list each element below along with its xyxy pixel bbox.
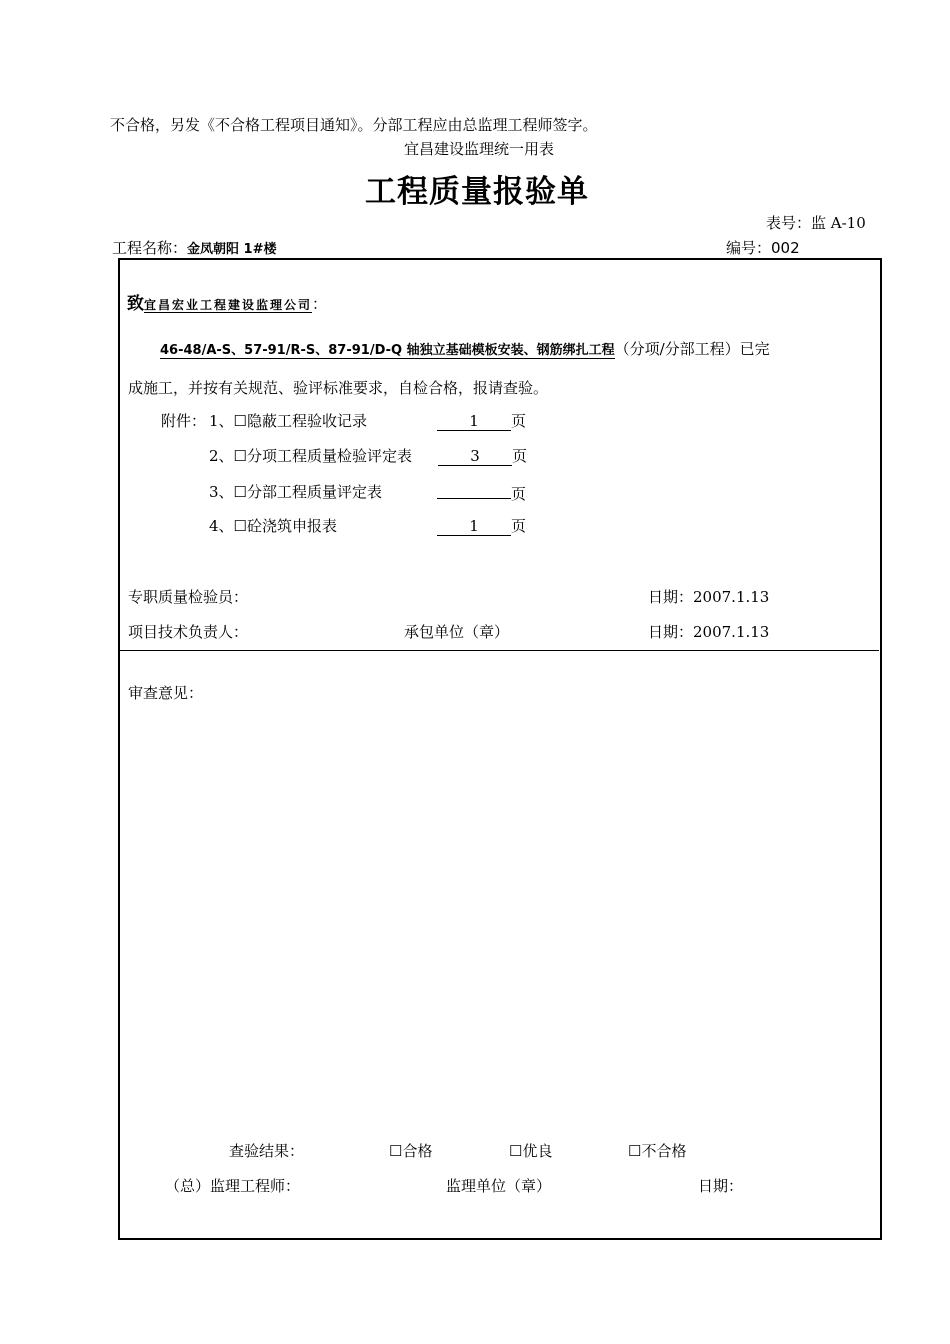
supervisor-seal-label: 监理单位（章）	[446, 1177, 552, 1195]
attachment-count: 1	[437, 413, 511, 431]
attachment-item	[209, 481, 382, 502]
review-opinion-label: 审查意见：	[128, 684, 204, 702]
checkbox-icon[interactable]: ☐	[233, 447, 247, 465]
addressee-suffix: ：	[312, 295, 328, 313]
attachment-item	[209, 410, 367, 431]
inspector-label: 专职质量检验员：	[128, 588, 249, 606]
attachment-count-row	[438, 445, 527, 466]
serial-row	[726, 237, 800, 258]
attachment-name: 砼浇筑申报表	[247, 517, 338, 535]
contractor-seal-label: 承包单位（章）	[404, 623, 510, 641]
work-description: 46-48/A-S、57-91/R-S、87-91/D-Q 轴独立基础模板安装、钢筋绑扎工程	[160, 343, 615, 358]
project-name-value: 金凤朝阳 1#楼	[187, 242, 277, 257]
review-date-label: 日期：	[698, 1177, 744, 1195]
form-title: 工程质量报验单	[365, 174, 589, 210]
checkbox-icon[interactable]: ☐	[628, 1142, 642, 1160]
attachment-count-row	[437, 481, 526, 504]
checkbox-icon[interactable]: ☐	[389, 1142, 403, 1160]
page-unit: 页	[511, 485, 527, 503]
inspection-date: 日期：2007.1.13	[648, 588, 770, 606]
addressee-company: 宜昌宏业工程建设监理公司	[144, 298, 313, 312]
attachment-index: 4、	[209, 517, 234, 535]
attachments-label: 附件：	[161, 412, 207, 430]
serial-label: 编号：	[726, 239, 772, 257]
attachment-count-row	[437, 410, 526, 431]
project-name-row	[112, 237, 276, 258]
attachment-item	[209, 515, 337, 536]
table-number: 表号：监 A-10	[766, 214, 866, 232]
checkbox-icon[interactable]: ☐	[233, 412, 247, 430]
result-option-pass[interactable]	[389, 1140, 432, 1161]
option-label: 优良	[522, 1142, 553, 1160]
attachment-index: 2、	[209, 447, 234, 465]
result-option-excellent[interactable]	[509, 1140, 552, 1161]
attachment-index: 3、	[209, 483, 234, 501]
addressee-line	[127, 289, 327, 314]
attachment-count: 3	[438, 448, 512, 466]
attachment-index: 1、	[209, 412, 234, 430]
attachment-name: 分项工程质量检验评定表	[247, 447, 413, 465]
project-name-label: 工程名称：	[112, 239, 188, 257]
checkbox-icon[interactable]: ☐	[509, 1142, 523, 1160]
form-frame	[118, 258, 882, 1240]
result-option-fail[interactable]	[628, 1140, 686, 1161]
work-description-line	[160, 338, 770, 359]
page-unit: 页	[512, 447, 528, 465]
page-unit: 页	[511, 517, 527, 535]
work-statement: 成施工，并按有关规范、验评标准要求，自检合格，报请查验。	[128, 379, 549, 397]
attachment-name: 分部工程质量评定表	[247, 483, 383, 501]
option-label: 不合格	[641, 1142, 687, 1160]
attachment-count: 1	[437, 518, 511, 536]
attachment-count-row	[437, 515, 526, 536]
checkbox-icon[interactable]: ☐	[233, 483, 247, 501]
serial-value: 002	[771, 239, 800, 257]
tech-lead-label: 项目技术负责人：	[128, 623, 249, 641]
section-divider	[119, 650, 879, 651]
attachment-name: 隐蔽工程验收记录	[247, 412, 368, 430]
work-description-tail: （分项/分部工程）已完	[614, 340, 770, 358]
form-subtitle: 宜昌建设监理统一用表	[404, 140, 555, 158]
attachment-count	[437, 481, 511, 499]
contractor-date: 日期：2007.1.13	[648, 623, 770, 641]
addressee-prefix: 致	[127, 294, 144, 314]
checkbox-icon[interactable]: ☐	[233, 517, 247, 535]
page-unit: 页	[511, 412, 527, 430]
result-label: 查验结果：	[229, 1142, 305, 1160]
option-label: 合格	[402, 1142, 433, 1160]
header-note: 不合格，另发《不合格工程项目通知》。分部工程应由总监理工程师签字。	[110, 116, 598, 134]
attachment-item	[209, 445, 412, 466]
engineer-label: （总）监理工程师：	[165, 1177, 301, 1195]
